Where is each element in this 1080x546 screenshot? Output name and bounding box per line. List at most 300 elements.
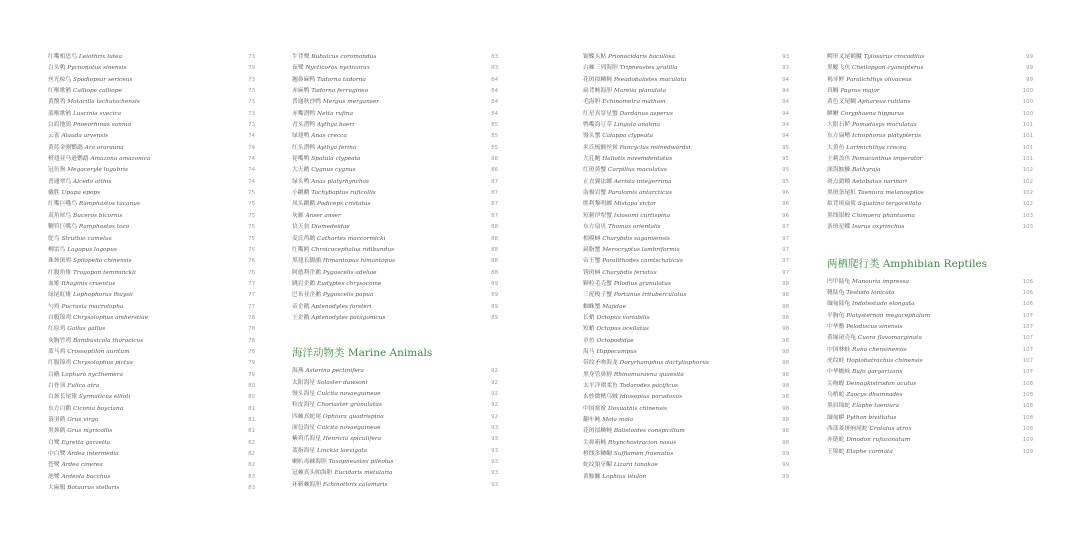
page-number: 75 (248, 190, 255, 197)
page-number: 98 (782, 405, 789, 412)
page-number: 107 (1022, 369, 1033, 376)
index-entry (292, 290, 498, 301)
page-number: 82 (248, 462, 255, 469)
index-entry (292, 468, 498, 479)
species-name (292, 313, 385, 324)
chinese-name: 带纹矛吻海龙 (583, 360, 618, 367)
species-name (827, 311, 930, 322)
latin-name: Cuora flavomarginata (857, 335, 922, 342)
index-column-1 (48, 52, 255, 494)
latin-name: Thomas orientalis (608, 224, 661, 231)
page-number: 109 (1022, 437, 1033, 444)
chinese-name: 花斑拟鳞鲀 (583, 76, 612, 83)
chinese-name: 环刺棘海胆 (292, 481, 321, 488)
page-number: 76 (248, 258, 255, 265)
index-entry (827, 311, 1033, 322)
page-number: 84 (491, 110, 498, 117)
latin-name: Lophophorus lhuysii (73, 292, 133, 299)
page-number: 87 (491, 190, 498, 197)
index-entry (583, 177, 789, 188)
latin-name: Aythya baeri (317, 122, 355, 129)
chinese-name: 橙翅亚马逊鹦鹉 (48, 156, 89, 163)
species-name (827, 177, 907, 188)
species-name (827, 52, 925, 63)
chinese-name: 跳岩企鹅 (292, 280, 316, 287)
index-entry (583, 415, 789, 426)
chinese-name: 云雀 (48, 133, 60, 140)
latin-name: Solaster dawsoni (317, 379, 368, 386)
page-number: 75 (248, 224, 255, 231)
page-number: 77 (248, 303, 255, 310)
page-number: 74 (248, 156, 255, 163)
chinese-name: 白眉地鸫 (48, 122, 72, 129)
index-entry (48, 404, 255, 415)
index-entry (292, 366, 498, 377)
species-name (583, 279, 671, 290)
section-heading (292, 345, 498, 360)
chinese-name: 苍鹭 (48, 462, 60, 469)
index-entry (48, 370, 255, 381)
chinese-name: 红星真穿星蟹 (583, 110, 618, 117)
species-name (292, 222, 350, 233)
latin-name: Cygnus cygnus (311, 167, 356, 174)
index-entry (48, 154, 255, 165)
chinese-name: 锈斑蟳 (583, 269, 601, 276)
page-number: 98 (782, 303, 789, 310)
chinese-name: 翘鼻麻鸭 (292, 76, 316, 83)
latin-name: Linckia laevigata (317, 447, 368, 454)
chinese-name: 长蛸 (583, 314, 595, 321)
latin-name: Doxuathis chinensis (608, 405, 667, 412)
index-entry (292, 279, 498, 290)
latin-name: Bathyraja (852, 167, 881, 174)
index-entry (827, 322, 1033, 333)
chinese-name: 颗粒毛壳蟹 (583, 280, 612, 287)
page-number: 82 (248, 439, 255, 446)
index-entry (292, 313, 498, 324)
chinese-name: 中华鳖 (827, 323, 845, 330)
latin-name: Rhynchostracion nasus (608, 439, 677, 446)
page-number: 93 (491, 459, 498, 465)
index-entry (292, 154, 498, 165)
species-name (583, 109, 673, 120)
chinese-name: 麦氏鸬鹚 (292, 235, 316, 242)
index-entry (292, 222, 498, 233)
chinese-name: 双角犀鸟 (48, 212, 72, 219)
latin-name: Testudo lonicata (846, 289, 895, 296)
latin-name: Pelodiscus sinensis (846, 323, 903, 330)
species-name (827, 109, 904, 120)
index-entry (583, 97, 789, 108)
species-name (292, 468, 393, 479)
chinese-name: 中华蟾蜍 (827, 369, 851, 376)
chinese-name: 扁脂蟹 (583, 246, 601, 253)
species-name (292, 400, 382, 411)
species-name (583, 460, 658, 471)
species-name (292, 446, 367, 457)
index-entry (48, 97, 255, 108)
chinese-name: 黑鳃飞鱼 (827, 65, 851, 72)
latin-name: Carpilius maculatus (608, 167, 667, 174)
latin-name: Nycticorax nycticorax (305, 65, 370, 72)
chinese-name: 锯蝶头鲇 (583, 54, 607, 60)
species-name (583, 472, 646, 483)
chinese-name: 大麻鳽 (48, 485, 66, 492)
chinese-name: 东方扇贝 (583, 224, 607, 231)
index-entry (292, 86, 498, 97)
species-name (827, 333, 922, 344)
species-name (48, 177, 112, 188)
page-number: 107 (1022, 312, 1033, 319)
chinese-name: 赤嘴潜鸭 (292, 110, 316, 117)
page-number: 75 (248, 235, 255, 242)
species-name (583, 392, 682, 403)
chinese-name: 中国鲎鲎 (583, 405, 607, 412)
page-number: 99 (782, 462, 789, 469)
species-name (48, 358, 133, 369)
species-name (292, 177, 369, 188)
latin-name: Todarodes pacificus (619, 382, 679, 389)
latin-name: Culcita novaeguineae (317, 424, 381, 431)
latin-name: Podiceps cristatus (317, 201, 371, 208)
index-entry (292, 480, 498, 491)
page-number: 81 (248, 405, 255, 412)
index-entry (583, 279, 789, 290)
page-number: 81 (248, 428, 255, 435)
chinese-name: 缅甸陆龟 (827, 301, 851, 308)
latin-name: Chimaera phantasma (852, 212, 915, 219)
page-number: 88 (491, 224, 498, 231)
index-entry (583, 86, 789, 97)
index-entry (827, 345, 1033, 356)
species-name (583, 370, 684, 381)
chinese-name: 主刺盖鱼 (827, 156, 851, 163)
index-entry (48, 392, 255, 403)
chinese-name: 丝光椋鸟 (48, 76, 72, 83)
chinese-name: 九孔鲍 (583, 156, 601, 163)
chinese-name: 翻车鲀 (583, 417, 601, 423)
index-entry (48, 177, 255, 188)
species-name (48, 336, 143, 347)
species-name (48, 222, 129, 233)
latin-name: Anas crecca (311, 133, 347, 140)
chinese-name: 红斑黄蟹 (583, 167, 607, 174)
species-name (583, 381, 678, 392)
chinese-name: 鲯鳅 (827, 110, 839, 117)
chinese-name: 鸭嘴海豆芽 (583, 122, 612, 129)
page-number: 92 (491, 390, 498, 397)
index-entry (583, 165, 789, 176)
chinese-name: 赤链蛇 (827, 437, 845, 444)
latin-name: Dardanus asperus (619, 110, 674, 117)
page-number: 75 (248, 212, 255, 219)
index-entry (827, 435, 1033, 446)
latin-name: Aphareus rutilans (857, 99, 911, 106)
chinese-name: 黑线银鲛 (827, 212, 851, 219)
index-entry (583, 75, 789, 86)
page-number: 106 (1022, 301, 1033, 308)
index-entry (827, 143, 1033, 154)
latin-name: Portunus trituberculatus (613, 292, 687, 299)
latin-name: Rana chensinensis (852, 346, 907, 353)
index-entry (48, 86, 255, 97)
species-name (292, 378, 367, 389)
latin-name: Tadorna ferruginea (311, 88, 369, 95)
chinese-name: 红喉歌鸲 (48, 88, 72, 95)
index-entry (48, 324, 255, 335)
index-entry (827, 447, 1033, 458)
latin-name: Platysternon megacephalum (846, 312, 931, 319)
species-name (827, 345, 907, 356)
species-name (583, 347, 637, 358)
species-name (827, 367, 902, 378)
chinese-name: 绿头鸭 (292, 178, 310, 185)
latin-name: Charybdis feriatus (602, 269, 657, 276)
index-entry (583, 188, 789, 199)
page-number: 82 (248, 451, 255, 458)
latin-name: Ithaginis cruentus (61, 280, 116, 287)
latin-name: Lophura nycthemera (61, 371, 123, 378)
index-entry (48, 120, 255, 131)
index-entry (583, 199, 789, 210)
latin-name: Spilopelia chinensis (73, 258, 132, 265)
latin-name: Pancyclus milnedwardsi (619, 144, 691, 151)
page-number: 93 (491, 481, 498, 488)
species-name (292, 63, 370, 74)
latin-name: Dinodon rufozonatum (846, 437, 911, 444)
species-name (583, 165, 667, 176)
chinese-name: 南极岩蟹 (583, 190, 607, 197)
page-number: 84 (491, 99, 498, 106)
latin-name: Bubulcus coromandus (311, 54, 377, 60)
species-name (583, 222, 661, 233)
chinese-name: 粒皮海星 (292, 402, 316, 409)
species-name (827, 63, 923, 74)
chinese-name: 帝企鹅 (292, 303, 310, 310)
latin-name: Pygoscelis adeliae (322, 269, 377, 276)
page-number: 98 (782, 337, 789, 344)
species-name (583, 97, 666, 108)
latin-name: Aptenodytes patagonicus (311, 314, 386, 321)
latin-name: Eucidaris metularia (334, 470, 393, 477)
chinese-name: 蓝指海星 (292, 447, 316, 454)
species-name (48, 415, 98, 426)
section-heading-en: Marine Animals (347, 347, 433, 360)
latin-name: Pygoscelis papua (322, 292, 374, 299)
index-entry (583, 392, 789, 403)
latin-name: Crotalus atrox (869, 425, 912, 432)
index-entry (48, 75, 255, 86)
latin-name: Lophius litulon (602, 473, 647, 480)
chinese-name: 尖吻蝮 (827, 380, 845, 387)
latin-name: Diomedeidae (311, 224, 350, 231)
page-number: 98 (782, 280, 789, 287)
index-entry (583, 438, 789, 449)
index-entry (583, 381, 789, 392)
species-name (48, 302, 123, 313)
index-entry (48, 131, 255, 142)
species-name (583, 143, 690, 154)
index-entry (583, 302, 789, 313)
index-entry (827, 288, 1033, 299)
chinese-name: 乌梢蛇 (827, 391, 845, 398)
index-entry (48, 381, 255, 392)
latin-name: Ardea intermedia (67, 451, 119, 458)
page-number: 98 (782, 371, 789, 378)
species-name (583, 63, 678, 74)
page-number: 101 (1022, 144, 1033, 151)
chinese-name: 平胸龟 (827, 312, 845, 319)
page-number: 95 (782, 156, 789, 163)
chinese-name: 馒头海星 (292, 390, 316, 397)
page-number: 89 (491, 292, 498, 299)
index-entry (827, 109, 1033, 120)
species-name (292, 434, 381, 445)
chinese-name: 珠颈斑鸠 (48, 258, 72, 265)
chinese-name: 巴布亚企鹅 (292, 292, 321, 299)
page-number: 89 (491, 280, 498, 287)
page-number: 98 (782, 360, 789, 367)
index-entry (827, 154, 1033, 165)
species-name (583, 177, 672, 188)
index-entry (583, 472, 789, 483)
page-number: 107 (1022, 323, 1033, 330)
chinese-name: 帝王蟹 (583, 258, 601, 265)
species-name (48, 268, 136, 279)
latin-name: Manouria impressa (852, 278, 909, 285)
index-entry (48, 449, 255, 460)
species-name (827, 188, 924, 199)
index-entry (827, 177, 1033, 188)
page-number: 97 (782, 235, 789, 242)
latin-name: Netta rufina (317, 110, 354, 117)
page-number: 93 (782, 65, 789, 72)
index-entry (583, 52, 789, 63)
chinese-name: 凹甲陆龟 (827, 278, 851, 285)
species-name (48, 131, 108, 142)
species-name (48, 188, 100, 199)
species-name (292, 389, 381, 400)
species-name (583, 245, 680, 256)
species-name (827, 131, 921, 142)
species-name (292, 290, 373, 301)
chinese-name: 缅甸蟒 (827, 414, 845, 421)
index-entry (583, 234, 789, 245)
latin-name: Buceros bicornis (73, 212, 123, 219)
latin-name: Pseudobalistes maculata (613, 76, 687, 83)
page-number: 107 (1022, 335, 1033, 342)
chinese-name: 尖鼻箱鲀 (583, 439, 607, 446)
index-entry (292, 256, 498, 267)
index-entry (292, 131, 498, 142)
species-name (48, 75, 132, 86)
latin-name: Gallus gallus (67, 326, 106, 333)
page-number: 97 (782, 246, 789, 253)
chinese-name: 血雉 (48, 280, 60, 287)
chinese-name: 大天鹅 (292, 167, 310, 174)
species-name (583, 415, 633, 426)
species-name (48, 290, 133, 301)
index-entry (583, 256, 789, 267)
page-number: 98 (782, 394, 789, 401)
section-heading-cn: 两栖爬行类 (827, 257, 880, 270)
species-name (583, 268, 657, 279)
index-entry (583, 63, 789, 74)
latin-name: Bambusicola thoracicus (73, 337, 144, 344)
latin-name: Hoplobatrachus chinensis (846, 357, 923, 364)
index-entry (827, 86, 1033, 97)
page-number: 85 (491, 122, 498, 129)
chinese-name: 白颈长尾雉 (48, 394, 77, 401)
latin-name: Choriaster granulatus (317, 402, 382, 409)
latin-name: Tripneustes gratilla (619, 65, 678, 72)
species-name (48, 256, 132, 267)
chinese-name: 海马 (583, 348, 595, 355)
index-entry (583, 154, 789, 165)
chinese-name: 黑颈鹤 (48, 428, 66, 435)
page-number: 73 (248, 122, 255, 129)
index-entry (583, 404, 789, 415)
page-number: 93 (491, 447, 498, 454)
index-entry (583, 222, 789, 233)
species-name (292, 457, 393, 468)
page-number: 79 (248, 360, 255, 367)
index-entry (48, 460, 255, 471)
chinese-name: 四棘真蛇尾 (292, 413, 321, 420)
index-column-3 (583, 52, 789, 483)
chinese-name: 花斑拟鳞鲀 (583, 428, 612, 435)
chinese-name: 大眼石鲈 (827, 122, 851, 129)
page-number: 103 (1022, 224, 1033, 231)
chinese-name: 中白鹭 (48, 451, 66, 458)
species-name (583, 404, 667, 415)
latin-name: Elaphe carinata (846, 448, 893, 455)
species-name (583, 234, 670, 245)
index-entry (583, 347, 789, 358)
page-number: 108 (1022, 425, 1033, 432)
page-number: 100 (1022, 88, 1033, 95)
index-entry (292, 412, 498, 423)
page-number: 97 (782, 269, 789, 276)
section-heading-en: Amphibian Reptiles (882, 257, 988, 270)
chinese-name: 大黄鱼 (827, 144, 845, 151)
chinese-name: 黄色叉尾鲷 (827, 99, 856, 106)
latin-name: Alauda arvensis (61, 133, 109, 140)
index-entry (827, 333, 1033, 344)
index-entry (583, 109, 789, 120)
page-number: 92 (491, 368, 498, 375)
chinese-name: 条斑星鲽 (827, 224, 851, 231)
index-entry (583, 211, 789, 222)
species-name (827, 211, 915, 222)
chinese-name: 米氏梳额丝鲎 (583, 144, 618, 151)
index-entry (48, 199, 255, 210)
latin-name: Chroicocephalus ridibundus (311, 246, 395, 253)
chinese-name: 戴胜 (48, 190, 60, 197)
chinese-name: 红腹锦鸡 (48, 360, 72, 367)
species-name (827, 390, 903, 401)
chinese-name: 黑斑条尾魟 (827, 190, 856, 197)
species-name (292, 412, 384, 423)
page-number: 106 (1022, 278, 1033, 285)
page-number: 98 (782, 326, 789, 333)
page-number: 92 (491, 402, 498, 409)
latin-name: Pnoeorhinus sannio (73, 122, 131, 129)
page-number: 100 (1022, 99, 1033, 106)
page-number: 108 (1022, 414, 1033, 421)
index-entry (48, 302, 255, 313)
latin-name: Echinometra mathaei (602, 99, 666, 106)
